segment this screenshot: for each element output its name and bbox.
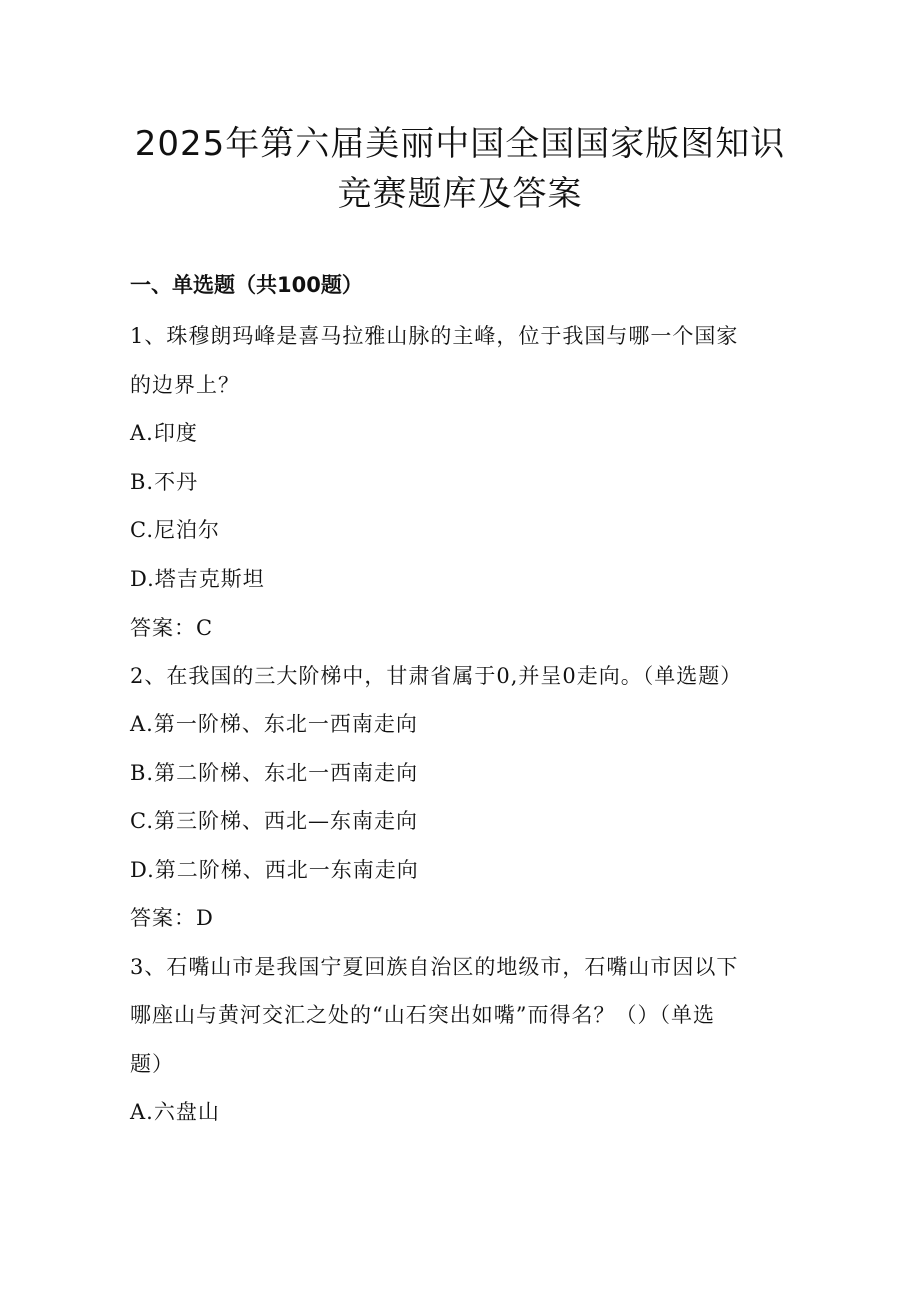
question-2-option-b: B.第二阶梯、东北一西南走向	[130, 761, 419, 785]
question-1-option-b: B.不丹	[130, 470, 199, 494]
section-heading: 一、单选题（共100题）	[130, 273, 363, 297]
question-1-stem-line-2: 的边界上？	[130, 373, 240, 397]
question-2-option-a: A.第一阶梯、东北一西南走向	[130, 712, 418, 736]
question-3-option-a: A.六盘山	[130, 1100, 220, 1124]
question-3-stem-line-3: 题）	[130, 1052, 174, 1076]
question-2-stem-line-1: 2、在我国的三大阶梯中，甘肃省属于0,并呈0走向。（单选题）	[130, 664, 743, 688]
question-3-stem-line-1: 3、石嘴山市是我国宁夏回族自治区的地级市，石嘴山市因以下	[130, 955, 739, 979]
question-1-option-c: C.尼泊尔	[130, 518, 220, 542]
question-2-option-d: D.第二阶梯、西北一东南走向	[130, 858, 419, 882]
question-1-answer: 答案：C	[130, 616, 214, 640]
document-title-line-1: 2025年第六届美丽中国全国国家版图知识	[134, 124, 786, 164]
question-1-stem-line-1: 1、珠穆朗玛峰是喜马拉雅山脉的主峰，位于我国与哪一个国家	[130, 324, 739, 348]
question-1-option-d: D.塔吉克斯坦	[130, 567, 265, 591]
question-2-answer: 答案：D	[130, 906, 214, 930]
question-1-option-a: A.印度	[130, 421, 198, 445]
question-3-stem-line-2: 哪座山与黄河交汇之处的“山石突出如嘴”而得名？（）（单选	[130, 1003, 715, 1027]
document-title-line-2: 竞赛题库及答案	[337, 174, 583, 214]
question-2-option-c: C.第三阶梯、西北—东南走向	[130, 809, 418, 833]
